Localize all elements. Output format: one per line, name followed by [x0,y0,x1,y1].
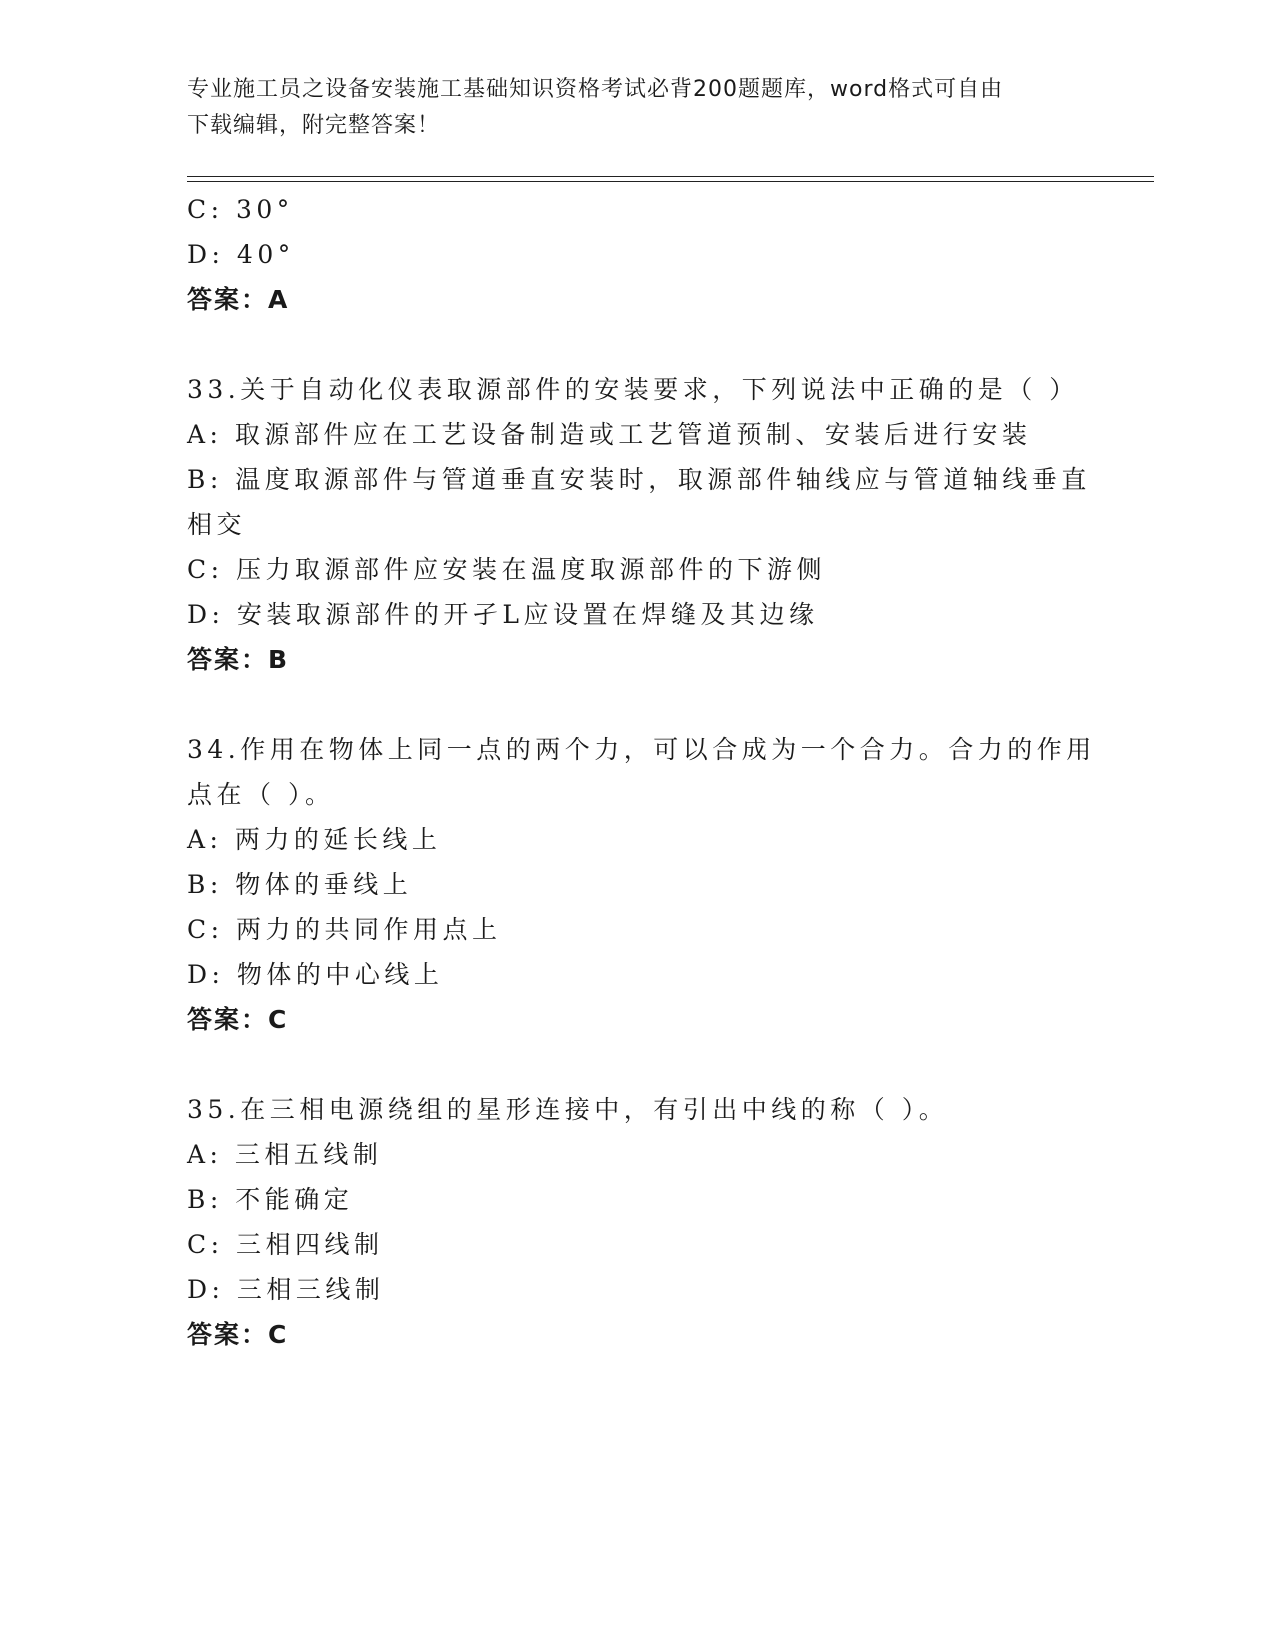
q34-option-d: D: 物体的中心线上 [187,960,444,989]
q35-answer: 答案：C [187,1320,289,1349]
q32-answer: 答案：A [187,285,290,314]
q33-option-c: C: 压力取源部件应安装在温度取源部件的下游侧 [187,555,826,584]
q34-stem: 34.作用在物体上同一点的两个力，可以合成为一个合力。合力的作用 [187,735,1096,764]
document-header [187,72,1087,144]
q33-answer: 答案：B [187,645,290,674]
q35-option-c: C: 三相四线制 [187,1230,384,1259]
header-line-2: 下载编辑，附完整答案！ [187,113,441,138]
q32-option-d: D: 40° [187,240,295,269]
q35-stem: 35.在三相电源绕组的星形连接中，有引出中线的称（ ）。 [187,1095,949,1124]
q35-option-a: A: 三相五线制 [187,1140,383,1169]
header-divider-bottom [187,181,1154,182]
q34-option-c: C: 两力的共同作用点上 [187,915,502,944]
header-line-1: 专业施工员之设备安装施工基础知识资格考试必背200题题库，word格式可自由 [187,77,1004,102]
q33-option-a: A: 取源部件应在工艺设备制造或工艺管道预制、安装后进行安装 [187,420,1032,449]
q33-option-d: D: 安装取源部件的开孑L应设置在焊缝及其边缘 [187,600,819,629]
q35-option-d: D: 三相三线制 [187,1275,385,1304]
q35-option-b: B: 不能确定 [187,1185,354,1214]
q33-option-b-continued: 相交 [187,510,247,539]
q33-stem: 33.关于自动化仪表取源部件的安装要求，下列说法中正确的是（ ） [187,375,1079,404]
q34-option-a: A: 两力的延长线上 [187,825,442,854]
header-divider-top [187,176,1154,177]
q34-option-b: B: 物体的垂线上 [187,870,413,899]
q33-option-b: B: 温度取源部件与管道垂直安装时，取源部件轴线应与管道轴线垂直 [187,465,1091,494]
q34-answer: 答案：C [187,1005,289,1034]
q32-option-c: C: 30° [187,195,294,224]
q34-stem-continued: 点在（ ）。 [187,780,335,809]
